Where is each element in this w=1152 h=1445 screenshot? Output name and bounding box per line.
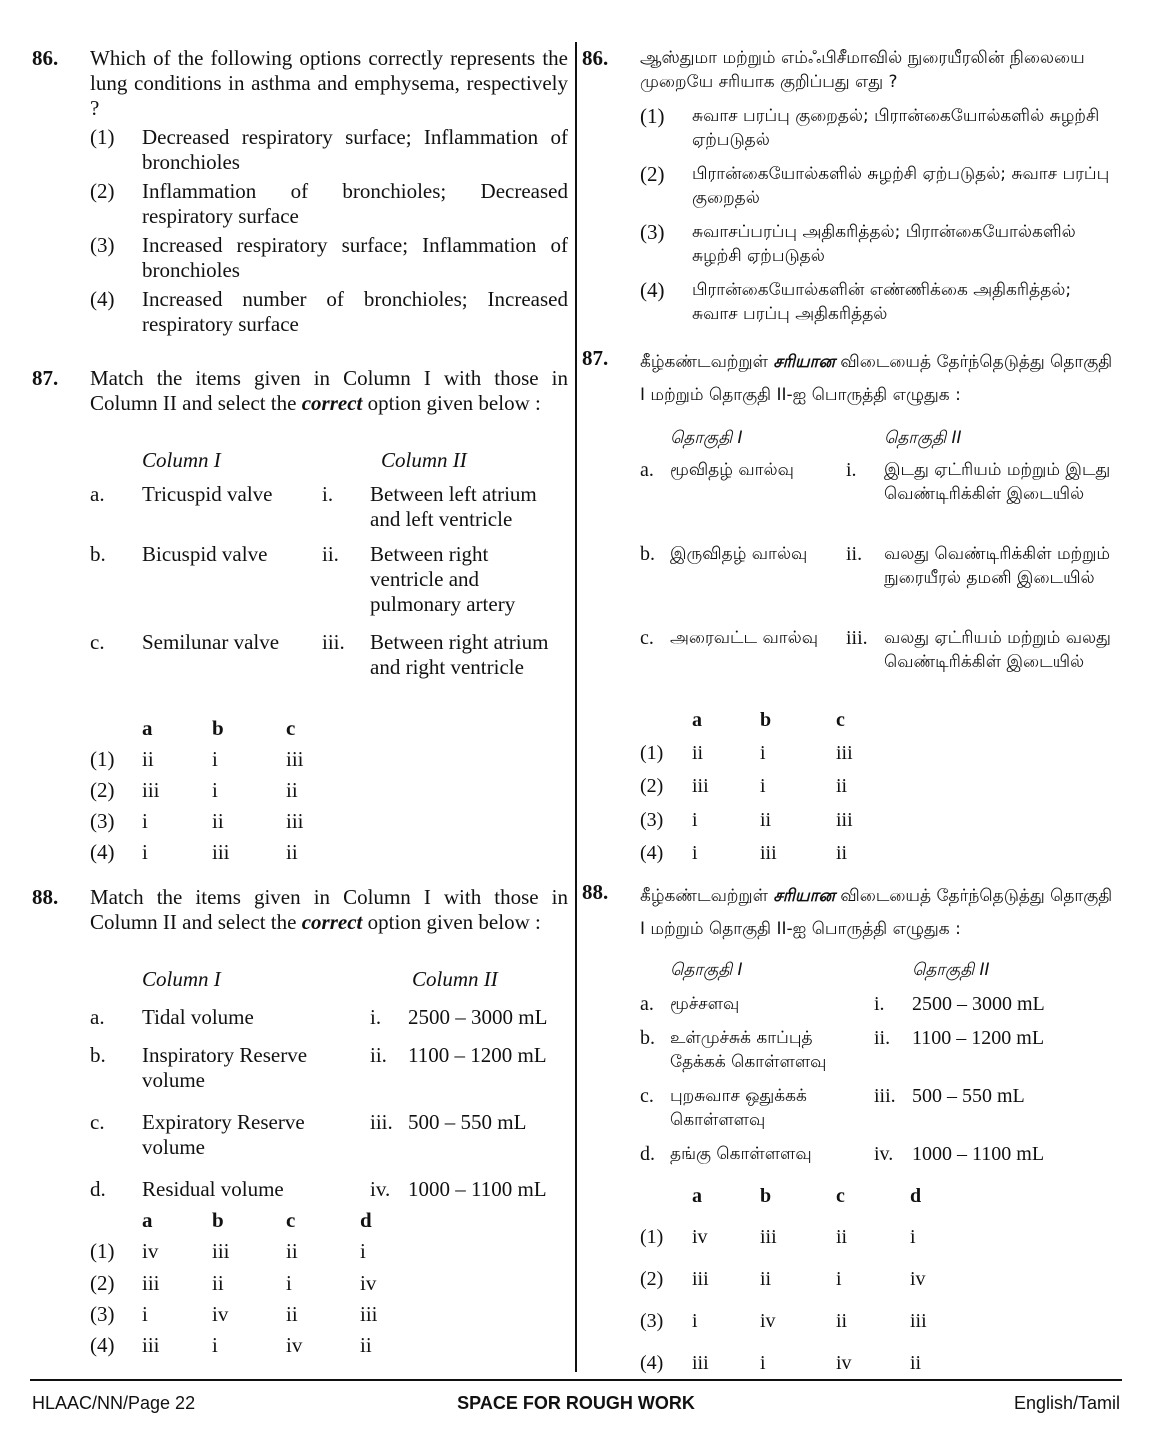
option-3[interactable]: (3) Increased respiratory surface; Inflammation of bronchioles bbox=[90, 233, 568, 282]
question-number: 86. bbox=[32, 46, 59, 70]
question-86-en bbox=[32, 46, 568, 337]
question-text: கீழ்கண்டவற்றுள் சரியான விடையைத் தேர்ந்தெடுத்து தொகுதி I மற்றும் தொகுதி II-ஐ பொருத்தி எழுதுக : bbox=[640, 886, 1113, 939]
question-text: Which of the following options correctly represents the lung conditions in asthma and emphysema, respectively ? bbox=[90, 46, 568, 120]
rough-work-label: SPACE FOR ROUGH WORK bbox=[457, 1393, 695, 1413]
question-88-ta: 88. கீழ்கண்டவற்றுள் சரியான விடையைத் தேர்ந்தெடுத்து தொகுதி I மற்றும் தொகுதி II-ஐ பொருத்தி எழுதுக : தொகுதி I தொகுதி II a. மூச்சளவு i. 2500 – 3000 mL b. உள்முச்சுக் காப்புத் தேக்கக் கொள்ளளவு ii. 1100 – 1200 mL c. புறசுவாச ஒதுக்கக் கொள்ளளவு iii. 500 – 550 mL d. தங்கு கொள்ளளவு iv. 1000 – 1100 mL a b c d (1) iv iii ii i (2) iii ii i iv (3) i iv ii iii (4) iii i iv ii bbox=[582, 880, 1122, 1380]
option-1[interactable]: (1) Decreased respiratory surface; Inflammation of bronchioles bbox=[90, 125, 568, 174]
question-number: 88. bbox=[582, 880, 609, 904]
question-number: 87. bbox=[32, 366, 59, 390]
column-divider bbox=[575, 42, 577, 1372]
question-text: Match the items given in Column I with those in Column II and select the correct option given below : bbox=[90, 885, 568, 934]
question-text: ஆஸ்துமா மற்றும் எம்ஃபிசீமாவில் நுரையீரலின் நிலையை முறையே சரியாக குறிப்பது எது ? bbox=[640, 48, 1085, 92]
option-4[interactable]: (4) பிரான்கையோல்களின் எண்ணிக்கை அதிகரித்தல்; சுவாச பரப்பு அதிகரித்தல் bbox=[640, 278, 1072, 324]
question-number: 87. bbox=[582, 346, 609, 370]
page-footer bbox=[30, 1379, 1122, 1421]
option-1[interactable]: (1) சுவாச பரப்பு குறைதல்; பிரான்கையோல்களில் சுழற்சி ஏற்படுதல் bbox=[640, 104, 1100, 150]
option-2[interactable]: (2) Inflammation of bronchioles; Decreased respiratory surface bbox=[90, 179, 568, 228]
language-label: English/Tamil bbox=[1013, 1393, 1120, 1413]
question-number: 86. bbox=[582, 46, 609, 70]
question-86-ta bbox=[582, 46, 1122, 326]
question-87-en: 87. Match the items given in Column I with those in Column II and select the correct option given below : Column I Column II a. Tricuspid valve i. Between left atrium and left ventricle b. Bicuspid valve ii. Between right ventricle and pulmonary artery c. Semilunar valve iii. Between right atrium and right ventricle a b c (1) ii i iii (2) iii i ii (3) i ii iii (4) i iii ii bbox=[32, 366, 568, 864]
option-2[interactable]: (2) பிரான்கையோல்களில் சுழற்சி ஏற்படுதல்; சுவாச பரப்பு குறைதல் bbox=[640, 162, 1110, 208]
question-text: Match the items given in Column I with those in Column II and select the correct option given below : bbox=[90, 366, 568, 415]
question-number: 88. bbox=[32, 885, 59, 909]
question-text: கீழ்கண்டவற்றுள் சரியான விடையைத் தேர்ந்தெடுத்து தொகுதி I மற்றும் தொகுதி II-ஐ பொருத்தி எழுதுக : bbox=[640, 352, 1113, 405]
page-code: HLAAC/NN/Page 22 bbox=[32, 1393, 196, 1413]
option-3[interactable]: (3) சுவாசப்பரப்பு அதிகரித்தல்; பிரான்கையோல்களில் சுழற்சி ஏற்படுதல் bbox=[640, 220, 1076, 266]
question-87-ta: 87. கீழ்கண்டவற்றுள் சரியான விடையைத் தேர்ந்தெடுத்து தொகுதி I மற்றும் தொகுதி II-ஐ பொருத்தி எழுதுக : தொகுதி I தொகுதி II a. மூவிதழ் வால்வு i. இடது ஏட்ரியம் மற்றும் இடது வெண்டிரிக்கிள் இடையில் b. இருவிதழ் வால்வு ii. வலது வெண்டிரிக்கிள் மற்றும் நுரையீரல் தமனி இடையில் c. அரைவட்ட வால்வு iii. வலது ஏட்ரியம் மற்றும் வலது வெண்டிரிக்கிள் இடையில் a b c (1) ii i iii (2) iii i ii (3) i ii iii (4) i iii ii bbox=[582, 346, 1122, 866]
question-88-en: 88. Match the items given in Column I with those in Column II and select the correct option given below : Column I Column II a. Tidal volume i. 2500 – 3000 mL b. Inspiratory Reserve volume ii. 1100 – 1200 mL c. Expiratory Reserve volume iii. 500 – 550 mL d. Residual volume iv. 1000 – 1100 mL a b c d (1) iv iii ii i (2) iii ii i iv (3) i iv ii iii (4) iii i iv ii bbox=[32, 885, 568, 1357]
option-4[interactable]: (4) Increased number of bronchioles; Increased respiratory surface bbox=[90, 287, 568, 336]
